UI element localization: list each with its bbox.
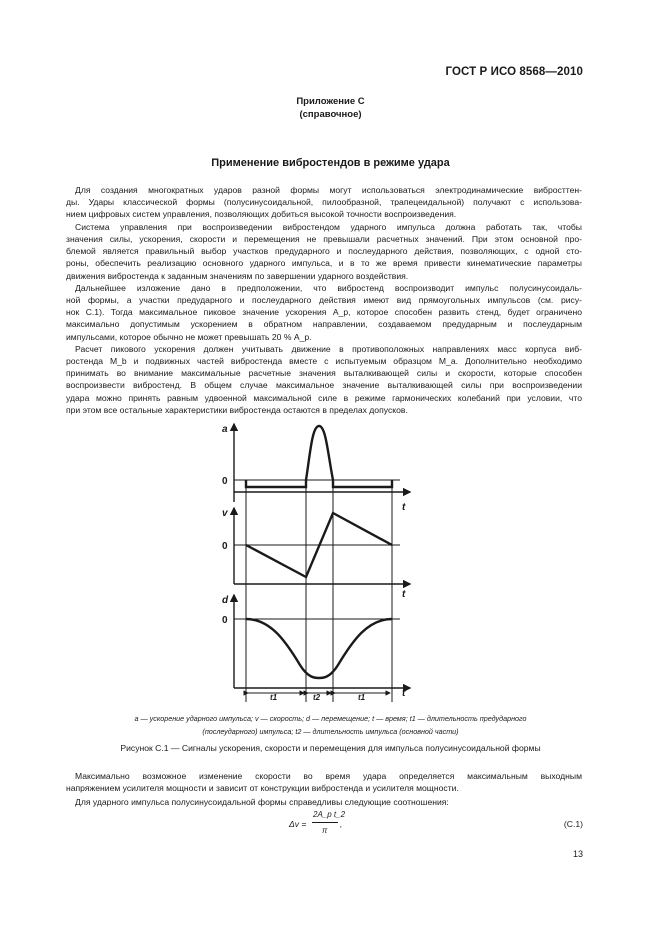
figure-c1 bbox=[0, 412, 661, 712]
figure-legend-line: a — ускорение ударного импульса; v — скорость; d — перемещение; t — время; t1 — длительность предударного bbox=[134, 714, 527, 723]
axis-label-zero: 0 bbox=[222, 541, 228, 552]
page-number: 13 bbox=[572, 849, 583, 859]
formula-number: (С.1) bbox=[563, 819, 583, 829]
paragraph-5 bbox=[66, 770, 582, 794]
figure-legend-line: (послеударного) импульса; t2 — длительность импульса (основной части) bbox=[202, 727, 459, 736]
interval-label-t2: t2 bbox=[313, 693, 321, 702]
interval-label-t1: t1 bbox=[358, 693, 366, 702]
text-line: ростенда M_b и подвижных частей вибростенда вместе с испытуемым образцом M_a. Дополнительно необходимо bbox=[66, 356, 582, 367]
paragraph-1 bbox=[66, 184, 582, 220]
text-line: нок С.1). Тогда максимальное пиковое значение ускорения A_p, которое способен развить стенд, будет ограничено bbox=[66, 307, 582, 318]
text-line: Расчет пикового ускорения должен учитывать движение в противоположных направлениях масс корпуса виб- bbox=[75, 344, 582, 354]
text-line: Дальнейшее изложение дано в предположении, что вибростенд воспроизводит импульс полусинусоидаль- bbox=[75, 283, 582, 293]
formula-denominator: π bbox=[322, 826, 328, 835]
text-line: движения вибростенда к заданным значениям по завершении ударного воздействия. bbox=[66, 270, 409, 281]
axis-label-zero: 0 bbox=[222, 476, 228, 487]
figure-caption: Рисунок С.1 — Сигналы ускорения, скорости и перемещения для импульса полусинусоидальной формы bbox=[120, 743, 541, 753]
section-title: Применение вибростендов в режиме удара bbox=[211, 157, 450, 169]
document-header: ГОСТ Р ИСО 8568—2010 bbox=[445, 66, 583, 78]
text-line: значения силы, ускорения, скорости и перемещения не превышали расчетных значений. При этом основной про- bbox=[66, 234, 582, 245]
appendix-title: Приложение С bbox=[296, 96, 365, 107]
formula-tail: , bbox=[340, 819, 343, 829]
text-line: ной формы, а участки предударного и послеударного действия имеют вид прямоугольных импульсов (см. рису- bbox=[66, 295, 582, 306]
text-line: принимать во внимание максимальные расчетные значения выталкивающей силы и скорости, которые способен bbox=[66, 368, 582, 379]
text-line: блемой является правильный выбор участков предударного и послеударного действия, позволяющих, с одной сто- bbox=[66, 246, 582, 257]
axis-label-t: t bbox=[402, 688, 406, 699]
text-line: Для создания многократных ударов разной формы могут использоваться электродинамические вибросттен- bbox=[75, 185, 582, 195]
axis-label-t: t bbox=[402, 589, 406, 600]
acceleration-curve bbox=[246, 426, 392, 487]
text-line: при этом все остальные характеристики вибростенда остаются в пределах допусков. bbox=[66, 404, 408, 415]
paragraph-2 bbox=[66, 221, 582, 282]
text-line: напряжением усилителя мощности и зависит от конструкции вибростенда и усилителя мощности. bbox=[66, 783, 459, 794]
axis-label-zero: 0 bbox=[222, 615, 228, 626]
text-line: максимально допустимым ускорением в обратном направлении, создаваемом предударным и послеударным bbox=[66, 319, 582, 330]
displacement-curve bbox=[246, 619, 392, 678]
text-line: удара можно принять равным удвоенной максимальной силе в режиме гармонических колебаний при условии, что bbox=[66, 392, 582, 403]
axis-label-t: t bbox=[402, 502, 406, 513]
text-line: импульсами, которое обычно не может превышать 20 % A_p. bbox=[66, 331, 312, 342]
formula-numerator: 2A_p t_2 bbox=[313, 810, 346, 819]
axis-label-a: a bbox=[222, 424, 228, 435]
text-line: Для ударного импульса полусинусоидальной формы справедливы следующие соотношения: bbox=[75, 797, 449, 807]
paragraph-4 bbox=[66, 343, 582, 416]
axis-label-d: d bbox=[222, 595, 229, 606]
interval-label-t1: t1 bbox=[270, 693, 278, 702]
text-line: ды. Удары классической формы (полусинусоидальной, пилообразной, трапецеидальной) получают с использова- bbox=[66, 197, 582, 208]
axis-label-v: v bbox=[222, 508, 228, 519]
text-line: нием цифровых систем управления, позволяющих добиться высокой точности воспроизведения. bbox=[66, 209, 457, 220]
paragraph-3 bbox=[66, 282, 582, 343]
paragraph-6 bbox=[66, 796, 582, 808]
text-line: Максимально возможное изменение скорости во время удара определяется максимальным выходным bbox=[75, 771, 582, 781]
formula-lhs: Δv = bbox=[289, 819, 307, 829]
text-line: воспроизвести вибростенд. В общем случае максимальное значение выталкивающей силы при воспроизведении bbox=[66, 380, 582, 391]
fraction-bar bbox=[312, 822, 338, 823]
text-line: роны, обеспечить реализацию основного ударного импульса, и в то же время привести кинематические параметры bbox=[66, 258, 582, 269]
text-line: Система управления при воспроизведении вибростендом ударного импульса должна работать так, чтобы bbox=[75, 222, 582, 232]
appendix-subtitle: (справочное) bbox=[299, 109, 362, 120]
